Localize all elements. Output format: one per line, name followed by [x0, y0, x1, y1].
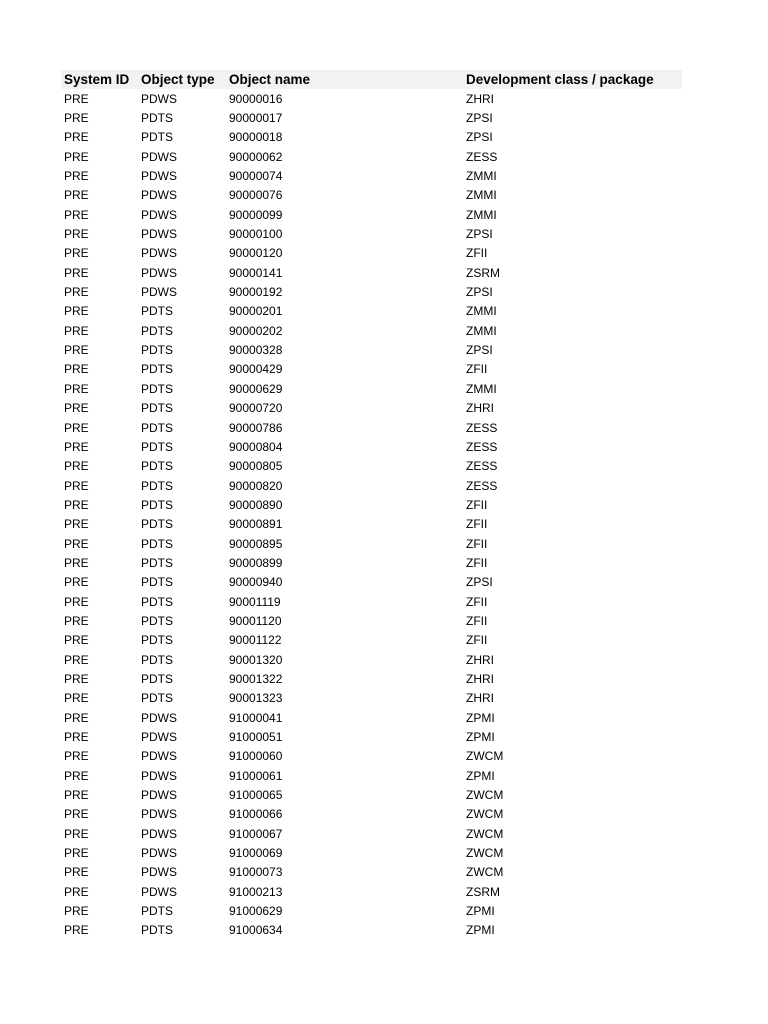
cell-system-id: PRE — [64, 884, 89, 899]
cell-package: ZSRM — [466, 265, 500, 280]
table-row — [61, 399, 682, 418]
cell-object-name: 90000804 — [229, 439, 283, 454]
cell-object-name: 90000720 — [229, 401, 283, 416]
table-row — [61, 824, 682, 843]
table-row — [61, 766, 682, 785]
cell-object-type: PDWS — [141, 710, 177, 725]
cell-package: ZMMI — [466, 381, 497, 396]
cell-object-name: 90000805 — [229, 459, 283, 474]
cell-object-type: PDWS — [141, 749, 177, 764]
cell-package: ZFII — [466, 362, 488, 377]
cell-package: ZFII — [466, 536, 488, 551]
cell-object-type: PDTS — [141, 691, 174, 706]
cell-object-type: PDWS — [141, 188, 177, 203]
cell-package: ZHRI — [466, 652, 494, 667]
cell-package: ZPMI — [466, 710, 495, 725]
table-row — [61, 108, 682, 127]
cell-object-name: 91000060 — [229, 749, 283, 764]
cell-object-name: 90000076 — [229, 188, 283, 203]
table-row — [61, 224, 682, 243]
cell-package: ZFII — [466, 633, 488, 648]
cell-system-id: PRE — [64, 478, 89, 493]
table-row — [61, 882, 682, 901]
cell-object-type: PDTS — [141, 633, 174, 648]
cell-package: ZPSI — [466, 575, 493, 590]
cell-object-type: PDTS — [141, 381, 174, 396]
cell-object-type: PDTS — [141, 904, 174, 919]
cell-package: ZMMI — [466, 207, 497, 222]
cell-system-id: PRE — [64, 401, 89, 416]
cell-system-id: PRE — [64, 111, 89, 126]
cell-object-type: PDTS — [141, 343, 174, 358]
cell-object-name: 90000074 — [229, 169, 283, 184]
cell-object-name: 91000629 — [229, 904, 283, 919]
cell-object-type: PDWS — [141, 91, 177, 106]
cell-system-id: PRE — [64, 846, 89, 861]
cell-package: ZPMI — [466, 904, 495, 919]
table-row — [61, 785, 682, 804]
table-row — [61, 205, 682, 224]
cell-system-id: PRE — [64, 207, 89, 222]
cell-object-type: PDTS — [141, 671, 174, 686]
cell-system-id: PRE — [64, 730, 89, 745]
cell-package: ZMMI — [466, 188, 497, 203]
header-object-type: Object type — [141, 72, 215, 87]
cell-system-id: PRE — [64, 169, 89, 184]
table-row — [61, 476, 682, 495]
cell-package: ZHRI — [466, 691, 494, 706]
cell-object-type: PDWS — [141, 807, 177, 822]
cell-system-id: PRE — [64, 633, 89, 648]
cell-object-type: PDTS — [141, 536, 174, 551]
cell-package: ZWCM — [466, 865, 504, 880]
cell-system-id: PRE — [64, 575, 89, 590]
cell-object-name: 91000634 — [229, 923, 283, 938]
table-row — [61, 360, 682, 379]
cell-package: ZPSI — [466, 285, 493, 300]
cell-object-name: 91000213 — [229, 884, 283, 899]
table-row — [61, 457, 682, 476]
cell-system-id: PRE — [64, 826, 89, 841]
table-row — [61, 302, 682, 321]
cell-package: ZMMI — [466, 323, 497, 338]
cell-package: ZSRM — [466, 884, 500, 899]
cell-object-type: PDTS — [141, 613, 174, 628]
cell-object-name: 90001320 — [229, 652, 283, 667]
cell-package: ZHRI — [466, 401, 494, 416]
cell-system-id: PRE — [64, 246, 89, 261]
table-row — [61, 534, 682, 553]
cell-object-name: 90001323 — [229, 691, 283, 706]
cell-object-type: PDTS — [141, 323, 174, 338]
cell-object-name: 90001322 — [229, 671, 283, 686]
cell-object-name: 90000940 — [229, 575, 283, 590]
table-header-row — [61, 70, 682, 89]
cell-package: ZFII — [466, 246, 488, 261]
cell-object-type: PDTS — [141, 401, 174, 416]
cell-object-type: PDWS — [141, 207, 177, 222]
header-object-name: Object name — [229, 72, 311, 87]
cell-object-type: PDWS — [141, 884, 177, 899]
cell-package: ZPSI — [466, 130, 493, 145]
cell-object-name: 90000017 — [229, 111, 283, 126]
cell-package: ZPMI — [466, 768, 495, 783]
table-row — [61, 747, 682, 766]
cell-object-name: 90000891 — [229, 517, 283, 532]
table-row — [61, 553, 682, 572]
cell-object-name: 90000429 — [229, 362, 283, 377]
cell-object-name: 90000141 — [229, 265, 283, 280]
cell-package: ZMMI — [466, 169, 497, 184]
cell-system-id: PRE — [64, 323, 89, 338]
cell-object-type: PDWS — [141, 865, 177, 880]
cell-package: ZESS — [466, 459, 498, 474]
cell-object-type: PDWS — [141, 730, 177, 745]
cell-object-name: 90000629 — [229, 381, 283, 396]
cell-object-type: PDTS — [141, 575, 174, 590]
cell-package: ZPMI — [466, 730, 495, 745]
table-body — [61, 89, 682, 940]
table-row — [61, 669, 682, 688]
table-row — [61, 321, 682, 340]
cell-system-id: PRE — [64, 691, 89, 706]
table-row — [61, 863, 682, 882]
cell-object-type: PDWS — [141, 285, 177, 300]
cell-system-id: PRE — [64, 304, 89, 319]
cell-package: ZWCM — [466, 788, 504, 803]
table-row — [61, 166, 682, 185]
table-row — [61, 689, 682, 708]
table-row — [61, 282, 682, 301]
table-row — [61, 263, 682, 282]
cell-object-name: 90000018 — [229, 130, 283, 145]
cell-package: ZPMI — [466, 923, 495, 938]
cell-system-id: PRE — [64, 362, 89, 377]
cell-system-id: PRE — [64, 788, 89, 803]
table-row — [61, 921, 682, 940]
cell-object-type: PDTS — [141, 478, 174, 493]
header-system-id: System ID — [64, 72, 130, 87]
cell-system-id: PRE — [64, 710, 89, 725]
table-row — [61, 495, 682, 514]
table-row — [61, 244, 682, 263]
cell-system-id: PRE — [64, 188, 89, 203]
cell-object-name: 91000051 — [229, 730, 283, 745]
cell-package: ZPSI — [466, 227, 493, 242]
cell-object-type: PDTS — [141, 304, 174, 319]
cell-package: ZPSI — [466, 343, 493, 358]
cell-system-id: PRE — [64, 536, 89, 551]
cell-object-name: 91000065 — [229, 788, 283, 803]
table-row — [61, 901, 682, 920]
cell-package: ZESS — [466, 478, 498, 493]
cell-system-id: PRE — [64, 343, 89, 358]
cell-object-name: 90000202 — [229, 323, 283, 338]
cell-system-id: PRE — [64, 420, 89, 435]
table-row — [61, 515, 682, 534]
cell-object-name: 90000120 — [229, 246, 283, 261]
cell-package: ZFII — [466, 594, 488, 609]
cell-package: ZHRI — [466, 671, 494, 686]
cell-object-name: 90000786 — [229, 420, 283, 435]
object-list-table — [61, 70, 682, 940]
cell-package: ZESS — [466, 149, 498, 164]
cell-system-id: PRE — [64, 865, 89, 880]
cell-system-id: PRE — [64, 149, 89, 164]
cell-object-name: 90000820 — [229, 478, 283, 493]
cell-object-type: PDTS — [141, 362, 174, 377]
cell-object-name: 90000099 — [229, 207, 283, 222]
table-row — [61, 611, 682, 630]
cell-object-name: 91000069 — [229, 846, 283, 861]
cell-object-name: 90000016 — [229, 91, 283, 106]
cell-object-type: PDWS — [141, 826, 177, 841]
cell-package: ZFII — [466, 497, 488, 512]
cell-object-type: PDTS — [141, 111, 174, 126]
cell-object-name: 90000890 — [229, 497, 283, 512]
cell-system-id: PRE — [64, 130, 89, 145]
cell-object-name: 90000100 — [229, 227, 283, 242]
cell-object-name: 90001120 — [229, 613, 282, 628]
header-package: Development class / package — [466, 72, 654, 87]
table-row — [61, 843, 682, 862]
cell-package: ZPSI — [466, 111, 493, 126]
cell-package: ZFII — [466, 613, 488, 628]
table-row — [61, 418, 682, 437]
cell-package: ZWCM — [466, 826, 504, 841]
cell-system-id: PRE — [64, 555, 89, 570]
cell-package: ZMMI — [466, 304, 497, 319]
cell-object-type: PDWS — [141, 169, 177, 184]
table-row — [61, 592, 682, 611]
cell-object-type: PDWS — [141, 768, 177, 783]
cell-object-type: PDTS — [141, 555, 174, 570]
cell-system-id: PRE — [64, 594, 89, 609]
cell-object-name: 90000895 — [229, 536, 283, 551]
cell-object-type: PDTS — [141, 130, 174, 145]
cell-system-id: PRE — [64, 381, 89, 396]
cell-system-id: PRE — [64, 265, 89, 280]
cell-package: ZHRI — [466, 91, 494, 106]
cell-object-name: 90000192 — [229, 285, 283, 300]
cell-object-type: PDWS — [141, 788, 177, 803]
cell-object-type: PDWS — [141, 246, 177, 261]
cell-system-id: PRE — [64, 459, 89, 474]
cell-object-name: 90000899 — [229, 555, 283, 570]
cell-system-id: PRE — [64, 439, 89, 454]
cell-system-id: PRE — [64, 749, 89, 764]
cell-object-name: 90001122 — [229, 633, 282, 648]
cell-object-type: PDTS — [141, 420, 174, 435]
cell-package: ZESS — [466, 420, 498, 435]
cell-object-type: PDWS — [141, 846, 177, 861]
table-row — [61, 805, 682, 824]
cell-object-name: 90000328 — [229, 343, 283, 358]
cell-object-type: PDTS — [141, 594, 174, 609]
cell-object-type: PDTS — [141, 517, 174, 532]
cell-package: ZFII — [466, 517, 488, 532]
cell-system-id: PRE — [64, 497, 89, 512]
table-row — [61, 708, 682, 727]
cell-system-id: PRE — [64, 904, 89, 919]
table-row — [61, 89, 682, 108]
table-row — [61, 573, 682, 592]
cell-object-name: 91000073 — [229, 865, 283, 880]
table-row — [61, 379, 682, 398]
cell-system-id: PRE — [64, 91, 89, 106]
cell-system-id: PRE — [64, 807, 89, 822]
table-row — [61, 727, 682, 746]
table-row — [61, 650, 682, 669]
cell-package: ZFII — [466, 555, 488, 570]
cell-package: ZWCM — [466, 807, 504, 822]
cell-system-id: PRE — [64, 613, 89, 628]
cell-object-name: 91000066 — [229, 807, 283, 822]
table-row — [61, 186, 682, 205]
cell-object-type: PDWS — [141, 265, 177, 280]
cell-system-id: PRE — [64, 671, 89, 686]
cell-object-type: PDWS — [141, 149, 177, 164]
table-row — [61, 340, 682, 359]
cell-object-type: PDTS — [141, 923, 174, 938]
cell-object-name: 90000201 — [229, 304, 283, 319]
cell-system-id: PRE — [64, 652, 89, 667]
cell-object-name: 91000061 — [229, 768, 283, 783]
cell-object-type: PDWS — [141, 227, 177, 242]
cell-object-type: PDTS — [141, 459, 174, 474]
cell-system-id: PRE — [64, 923, 89, 938]
cell-system-id: PRE — [64, 285, 89, 300]
table-row — [61, 128, 682, 147]
cell-object-name: 91000041 — [229, 710, 283, 725]
cell-object-type: PDTS — [141, 497, 174, 512]
cell-system-id: PRE — [64, 517, 89, 532]
cell-object-type: PDTS — [141, 439, 174, 454]
cell-system-id: PRE — [64, 227, 89, 242]
cell-package: ZWCM — [466, 846, 504, 861]
cell-package: ZWCM — [466, 749, 504, 764]
table-row — [61, 147, 682, 166]
table-row — [61, 631, 682, 650]
cell-package: ZESS — [466, 439, 498, 454]
cell-system-id: PRE — [64, 768, 89, 783]
cell-object-name: 90001119 — [229, 594, 281, 609]
cell-object-name: 90000062 — [229, 149, 283, 164]
cell-object-name: 91000067 — [229, 826, 283, 841]
cell-object-type: PDTS — [141, 652, 174, 667]
table-row — [61, 437, 682, 456]
